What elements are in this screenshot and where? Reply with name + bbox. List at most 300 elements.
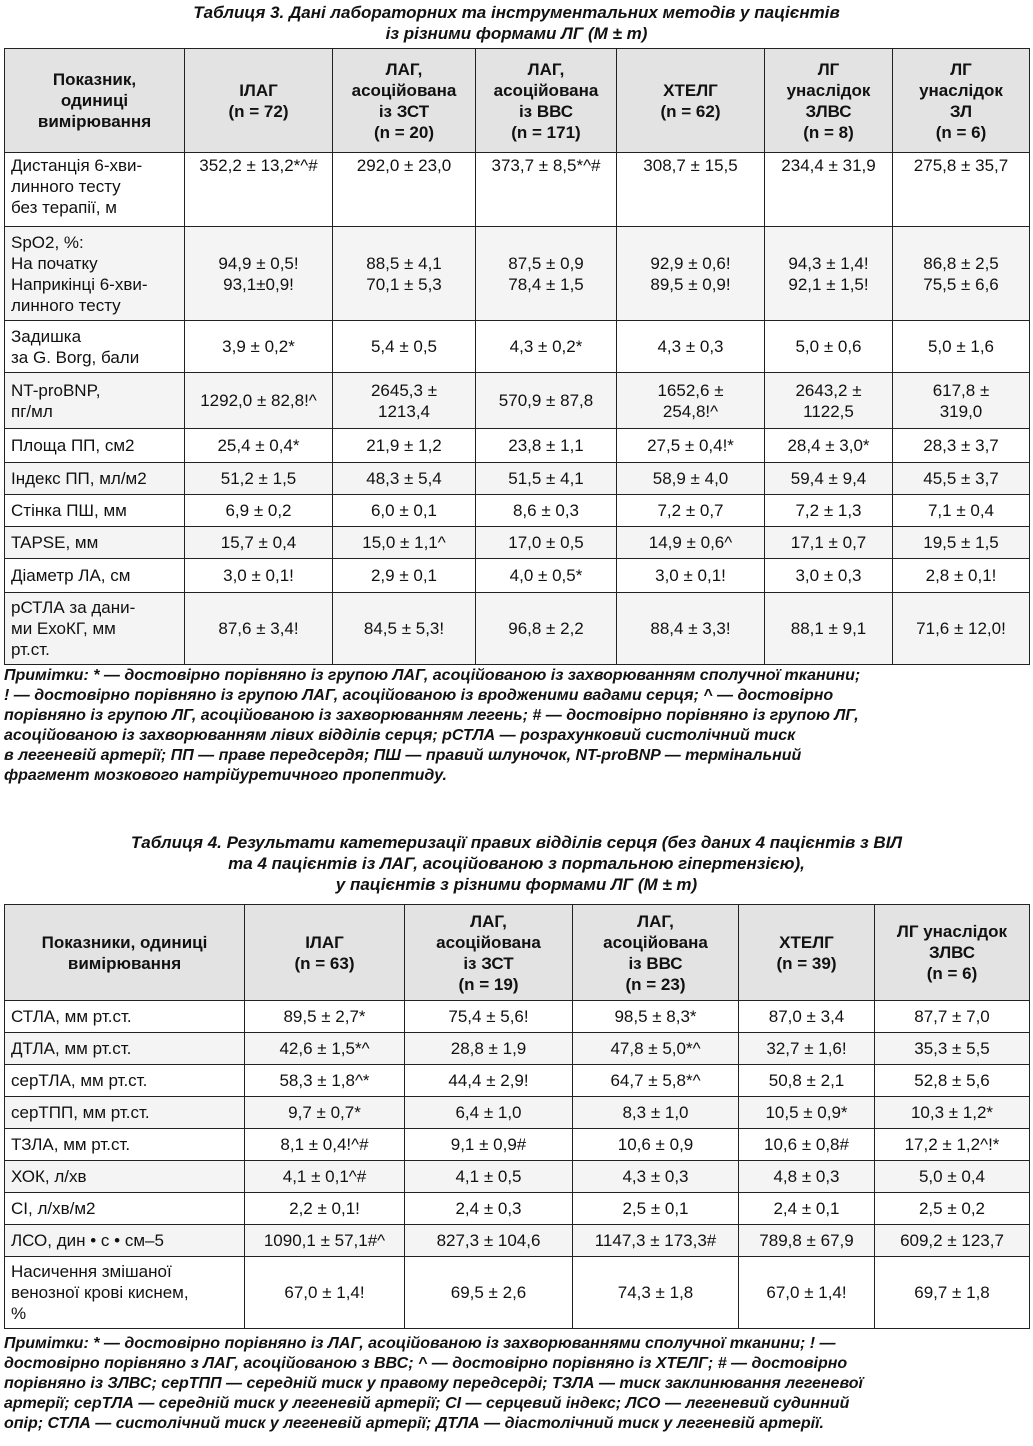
- cell-value: 88,5 ± 4,1: [366, 253, 442, 273]
- row-label-line: пг/мл: [11, 401, 53, 421]
- cell-value: 352,2 ± 13,2*^#: [199, 156, 318, 175]
- column-header-line: ІЛАГ: [239, 80, 278, 100]
- table-row: [5, 495, 1030, 527]
- table-cell: [617, 321, 765, 373]
- cell-value: 89,5 ± 0,9!: [650, 274, 731, 294]
- cell-value: 94,3 ± 1,4!: [788, 253, 869, 273]
- table-row: [5, 1193, 1030, 1225]
- column-header: [765, 49, 893, 153]
- cell-value: 94,9 ± 0,5!: [218, 253, 299, 273]
- row-label-line: ЛСО, дин • с • см–5: [11, 1231, 164, 1250]
- cell-value: 42,6 ± 1,5*^: [279, 1039, 370, 1058]
- row-label-line: Дистанція 6-хви-: [11, 156, 143, 175]
- cell-value: 9,7 ± 0,7*: [288, 1103, 361, 1122]
- cell-value: 2,4 ± 0,1: [773, 1199, 840, 1218]
- cell-value: 59,4 ± 9,4: [790, 469, 867, 488]
- cell-value: 4,0 ± 0,5*: [509, 566, 583, 585]
- table-cell: [893, 527, 1030, 559]
- note-line: ! — достовірно порівняно із групою ЛАГ, асоційованою із вродженими вадами серця; ^ — достовірно: [4, 687, 834, 704]
- table-cell: [333, 495, 476, 527]
- cell-value: 69,7 ± 1,8: [914, 1283, 990, 1302]
- cell-value: 1147,3 ± 173,3#: [594, 1231, 717, 1250]
- row-label: [5, 593, 185, 665]
- column-header-line: ЗЛ: [949, 101, 973, 121]
- column-header: [405, 905, 573, 1001]
- column-header: [617, 49, 765, 153]
- column-header-line: ЛАГ,: [470, 911, 507, 931]
- row-label: [5, 429, 185, 463]
- table-cell: [476, 429, 617, 463]
- table-cell: [245, 1161, 405, 1193]
- table-cell: [333, 593, 476, 665]
- table-cell: [573, 1097, 739, 1129]
- row-label: [5, 463, 185, 495]
- column-header-line: (n = 19): [458, 974, 519, 994]
- row-label-line: за G. Borg, бали: [11, 347, 140, 367]
- column-header-line: (n = 63): [294, 953, 355, 973]
- cell-value: 2,9 ± 0,1: [370, 566, 438, 585]
- table-cell: [765, 527, 893, 559]
- cell-value: 17,0 ± 0,5: [508, 533, 584, 552]
- cell-value: 17,2 ± 1,2^!*: [904, 1135, 1000, 1154]
- cell-value: 10,3 ± 1,2*: [910, 1103, 994, 1122]
- table-cell: [739, 1129, 875, 1161]
- table-cell: [405, 1225, 573, 1257]
- row-label-line: NT-proBNP,: [11, 380, 101, 400]
- table-row: [5, 559, 1030, 593]
- table-cell: [476, 559, 617, 593]
- note-line: в легеневій артерії; ПП — праве передсердя; ПШ — правий шлуночок, NT-proBNP — термінальний: [4, 747, 802, 764]
- cell-value: 5,4 ± 0,5: [370, 337, 438, 356]
- column-header-line: (n = 72): [228, 101, 289, 121]
- cell-value: 4,3 ± 0,3: [657, 337, 724, 356]
- table-row: [5, 227, 1030, 321]
- cell-value: 10,5 ± 0,9*: [765, 1103, 848, 1122]
- column-header-line: (n = 39): [776, 953, 837, 973]
- table-cell: [185, 373, 333, 429]
- column-header-line: ЛАГ,: [637, 911, 674, 931]
- cell-value: 71,6 ± 12,0!: [916, 619, 1006, 638]
- column-header-line: ЛГ: [817, 59, 840, 79]
- table-cell: [617, 463, 765, 495]
- table-cell: [405, 1161, 573, 1193]
- cell-value: 75,4 ± 5,6!: [448, 1007, 529, 1026]
- table3-notes: [4, 666, 1029, 786]
- column-header-line: (n = 171): [511, 122, 581, 142]
- table-cell: [765, 321, 893, 373]
- column-header-line: вимірювання: [67, 953, 182, 973]
- cell-value: 58,3 ± 1,8^*: [279, 1071, 370, 1090]
- column-header: [5, 49, 185, 153]
- cell-value: 15,0 ± 1,1^: [362, 533, 446, 552]
- cell-value: 5,0 ± 0,4: [918, 1167, 986, 1186]
- table-cell: [405, 1097, 573, 1129]
- table-cell: [617, 495, 765, 527]
- column-header-line: (n = 62): [660, 101, 721, 121]
- table-cell: [617, 153, 765, 227]
- row-label: [5, 1161, 245, 1193]
- cell-value: 4,1 ± 0,1^#: [282, 1167, 367, 1186]
- cell-value: 32,7 ± 1,6!: [766, 1039, 847, 1058]
- column-header-line: ЗЛВС: [928, 943, 976, 962]
- cell-value: 58,9 ± 4,0: [652, 469, 729, 488]
- column-header-line: асоційована: [493, 80, 599, 100]
- row-label-line: ми ЕхоКГ, мм: [11, 619, 116, 638]
- column-header: [875, 905, 1030, 1001]
- cell-value: 69,5 ± 2,6: [450, 1283, 527, 1302]
- column-header-line: асоційована: [603, 932, 708, 952]
- table-cell: [739, 1193, 875, 1225]
- row-label-line: Наприкінці 6-хви-: [11, 274, 148, 294]
- table-cell: [405, 1129, 573, 1161]
- table-row: [5, 429, 1030, 463]
- table-row: [5, 1225, 1030, 1257]
- table-cell: [185, 559, 333, 593]
- table-cell: [185, 321, 333, 373]
- table-cell: [245, 1193, 405, 1225]
- table4-notes: [4, 1334, 1029, 1434]
- cell-value: 87,5 ± 0,9: [508, 253, 584, 273]
- table-cell: [617, 373, 765, 429]
- cell-value: 64,7 ± 5,8*^: [610, 1071, 701, 1090]
- note-line: порівняно із ЗЛВС; серТПП — середній тиск у правому передсерді; ТЗЛА — тиск заклинювання легеневої: [4, 1375, 863, 1392]
- caption-line: у пацієнтів з різними формами ЛГ (M ± m): [335, 875, 698, 894]
- table-cell: [893, 593, 1030, 665]
- table-row: [5, 463, 1030, 495]
- cell-value: 10,6 ± 0,8#: [764, 1135, 849, 1154]
- cell-value: 1292,0 ± 82,8!^: [200, 391, 317, 410]
- row-label-line: Площа ПП, см2: [11, 436, 135, 455]
- row-label: [5, 153, 185, 227]
- table-cell: [405, 1033, 573, 1065]
- table-cell: [333, 153, 476, 227]
- table-cell: [573, 1129, 739, 1161]
- cell-value: 4,3 ± 0,3: [622, 1167, 689, 1186]
- table-cell: [739, 1033, 875, 1065]
- cell-value: 1652,6 ±: [657, 380, 724, 400]
- column-header-line: Показники, одиниці: [41, 932, 208, 952]
- cell-value: 4,1 ± 0,5: [455, 1167, 522, 1186]
- table-cell: [893, 153, 1030, 227]
- table-cell: [245, 1001, 405, 1033]
- table-cell: [573, 1225, 739, 1257]
- column-header-line: (n = 6): [926, 964, 978, 983]
- cell-value: 48,3 ± 5,4: [366, 469, 442, 488]
- cell-value: 8,6 ± 0,3: [512, 501, 580, 520]
- table-row: [5, 593, 1030, 665]
- row-label-line: венозної крові киснем,: [11, 1283, 189, 1302]
- table-cell: [573, 1161, 739, 1193]
- table-cell: [245, 1033, 405, 1065]
- table-cell: [573, 1257, 739, 1329]
- row-label: [5, 495, 185, 527]
- cell-value: 3,0 ± 0,3: [795, 566, 862, 585]
- cell-value: 44,4 ± 2,9!: [448, 1071, 529, 1090]
- cell-value: 308,7 ± 15,5: [643, 156, 738, 175]
- table-cell: [765, 495, 893, 527]
- table-cell: [245, 1129, 405, 1161]
- table-cell: [573, 1065, 739, 1097]
- cell-value: 28,8 ± 1,9: [450, 1039, 527, 1058]
- cell-value: 88,1 ± 9,1: [790, 619, 867, 638]
- table-cell: [765, 227, 893, 321]
- cell-value: 52,8 ± 5,6: [914, 1071, 990, 1090]
- cell-value: 2645,3 ±: [370, 380, 438, 400]
- row-label-line: ХОК, л/хв: [11, 1167, 87, 1186]
- table-cell: [476, 321, 617, 373]
- table-cell: [333, 559, 476, 593]
- cell-value: 84,5 ± 5,3!: [363, 619, 445, 638]
- caption-line: із різними формами ЛГ (M ± m): [385, 24, 648, 43]
- column-header-line: із ЗСТ: [463, 953, 514, 973]
- table-row: [5, 1001, 1030, 1033]
- cell-value: 2,5 ± 0,1: [622, 1199, 689, 1218]
- row-label: [5, 1097, 245, 1129]
- cell-value: 6,4 ± 1,0: [455, 1103, 522, 1122]
- cell-value: 74,3 ± 1,8: [617, 1283, 694, 1302]
- table-row: [5, 1129, 1030, 1161]
- row-label: [5, 373, 185, 429]
- row-label-line: серТПП, мм рт.ст.: [11, 1103, 150, 1122]
- table4: [4, 904, 1030, 1329]
- cell-value: 3,0 ± 0,1!: [655, 566, 726, 585]
- table-cell: [245, 1257, 405, 1329]
- cell-value: 9,1 ± 0,9#: [450, 1135, 527, 1154]
- cell-value: 8,1 ± 0,4!^#: [280, 1135, 369, 1154]
- cell-value: 87,0 ± 3,4: [768, 1007, 845, 1026]
- table-cell: [739, 1257, 875, 1329]
- cell-value: 75,5 ± 6,6: [923, 274, 999, 294]
- row-label: [5, 1225, 245, 1257]
- table-cell: [405, 1257, 573, 1329]
- table-cell: [476, 463, 617, 495]
- table-cell: [185, 463, 333, 495]
- cell-value: 87,6 ± 3,4!: [218, 619, 299, 638]
- row-label: [5, 1033, 245, 1065]
- cell-value: 78,4 ± 1,5: [508, 274, 584, 294]
- cell-value: 7,1 ± 0,4: [927, 501, 995, 520]
- caption-line: Таблиця 4. Результати катетеризації правих відділів серця (без даних 4 пацієнтів з ВІЛ: [130, 833, 903, 852]
- cell-value: 10,6 ± 0,9: [617, 1135, 694, 1154]
- column-header-line: ЛАГ,: [527, 59, 565, 79]
- cell-value: 4,3 ± 0,2*: [509, 337, 583, 356]
- note-line: порівняно із групою ЛГ, асоційованою із захворюванням легень; # — достовірно порівняно із групою ЛГ,: [4, 707, 859, 724]
- cell-value: 86,8 ± 2,5: [923, 253, 999, 273]
- column-header-line: (n = 20): [374, 122, 434, 142]
- cell-value: 7,2 ± 1,3: [795, 501, 862, 520]
- table-cell: [617, 593, 765, 665]
- cell-value: 96,8 ± 2,2: [508, 619, 584, 638]
- cell-value: 50,8 ± 2,1: [768, 1071, 845, 1090]
- note-line: фрагмент мозкового натрійуретичного пропептиду.: [4, 767, 447, 784]
- table-cell: [333, 429, 476, 463]
- cell-value: 93,1±0,9!: [223, 274, 294, 294]
- column-header-line: ЛГ унаслідок: [896, 922, 1008, 941]
- table-cell: [405, 1065, 573, 1097]
- note-line: Примітки: * — достовірно порівняно із групою ЛАГ, асоційованою із захворюванням сполучної тканини;: [4, 667, 861, 684]
- cell-value: 2643,2 ±: [795, 380, 862, 400]
- column-header-line: одиниці: [60, 91, 129, 110]
- column-header-line: (n = 8): [803, 122, 854, 142]
- cell-value: 373,7 ± 8,5*^#: [491, 156, 601, 175]
- cell-value: 28,4 ± 3,0*: [787, 436, 870, 455]
- table-cell: [875, 1225, 1030, 1257]
- cell-value: 51,2 ± 1,5: [220, 469, 297, 488]
- row-label-line: ДТЛА, мм рт.ст.: [11, 1039, 132, 1058]
- column-header: [573, 905, 739, 1001]
- cell-value: 45,5 ± 3,7: [923, 469, 999, 488]
- table-cell: [875, 1257, 1030, 1329]
- column-header: [739, 905, 875, 1001]
- cell-value: 70,1 ± 5,3: [366, 274, 442, 294]
- table-cell: [875, 1193, 1030, 1225]
- cell-value: 5,0 ± 0,6: [795, 337, 862, 356]
- table-row: [5, 1161, 1030, 1193]
- table-cell: [333, 321, 476, 373]
- cell-value: 14,9 ± 0,6^: [648, 533, 733, 552]
- table-cell: [617, 227, 765, 321]
- table-cell: [893, 321, 1030, 373]
- cell-value: 2,5 ± 0,2: [918, 1199, 986, 1218]
- column-header: [185, 49, 333, 153]
- table-cell: [739, 1161, 875, 1193]
- table-cell: [893, 559, 1030, 593]
- table-cell: [573, 1001, 739, 1033]
- table-cell: [875, 1097, 1030, 1129]
- table-cell: [893, 495, 1030, 527]
- column-header-line: ХТЕЛГ: [779, 932, 834, 952]
- row-label-line: линного тесту: [11, 177, 121, 196]
- row-label-line: Діаметр ЛА, см: [11, 566, 131, 585]
- cell-value: 2,4 ± 0,3: [455, 1199, 522, 1218]
- cell-value: 1213,4: [378, 401, 430, 421]
- table-cell: [875, 1001, 1030, 1033]
- table-cell: [573, 1033, 739, 1065]
- column-header: [476, 49, 617, 153]
- note-line: асоційованою із захворюванням лівих відділів серця; рСТЛА — розрахунковий систолічний тиск: [4, 727, 796, 744]
- cell-value: 28,3 ± 3,7: [923, 436, 999, 455]
- row-label-line: Насичення змішаної: [11, 1262, 172, 1281]
- table4-caption: [0, 832, 1033, 895]
- row-label-line: TAPSE, мм: [11, 533, 99, 552]
- row-label: [5, 321, 185, 373]
- column-header-line: із ЗСТ: [378, 101, 430, 121]
- table-cell: [333, 373, 476, 429]
- column-header-line: ЛГ: [950, 59, 972, 79]
- table-cell: [875, 1129, 1030, 1161]
- row-label: [5, 1001, 245, 1033]
- table-cell: [185, 495, 333, 527]
- table-cell: [765, 373, 893, 429]
- table-cell: [185, 429, 333, 463]
- table-cell: [333, 527, 476, 559]
- table-cell: [245, 1097, 405, 1129]
- cell-value: 617,8 ±: [932, 380, 990, 400]
- table-cell: [617, 559, 765, 593]
- column-header-line: ЗЛВС: [805, 101, 852, 121]
- table-cell: [185, 227, 333, 321]
- row-label-line: линного тесту: [11, 295, 121, 315]
- column-header: [5, 905, 245, 1001]
- table-cell: [185, 593, 333, 665]
- table-row: [5, 1033, 1030, 1065]
- note-line: Примітки: * — достовірно порівняно із ЛАГ, асоційованою із захворюваннями сполучної тканини; ! —: [4, 1335, 836, 1352]
- column-header-line: ЛАГ,: [385, 59, 423, 79]
- table-row: [5, 373, 1030, 429]
- table4-header-row: [5, 905, 1030, 1001]
- row-label-line: %: [11, 1304, 27, 1323]
- table-cell: [405, 1001, 573, 1033]
- table-row: [5, 153, 1030, 227]
- column-header-line: вимірювання: [37, 112, 152, 131]
- row-label: [5, 1129, 245, 1161]
- table-cell: [739, 1225, 875, 1257]
- cell-value: 47,8 ± 5,0*^: [610, 1039, 701, 1058]
- cell-value: 275,8 ± 35,7: [913, 156, 1009, 175]
- cell-value: 17,1 ± 0,7: [790, 533, 867, 552]
- cell-value: 234,4 ± 31,9: [781, 156, 876, 175]
- cell-value: 1090,1 ± 57,1#^: [263, 1231, 386, 1250]
- table3-caption: [0, 2, 1033, 44]
- column-header: [893, 49, 1030, 153]
- cell-value: 92,1 ± 1,5!: [788, 274, 869, 294]
- table-cell: [875, 1033, 1030, 1065]
- table-cell: [476, 227, 617, 321]
- row-label-line: На початку: [11, 253, 98, 273]
- cell-value: 67,0 ± 1,4!: [284, 1283, 365, 1302]
- column-header-line: унаслідок: [786, 80, 871, 100]
- cell-value: 87,7 ± 7,0: [914, 1007, 990, 1026]
- row-label-line: Індекс ПП, мл/м2: [11, 469, 147, 488]
- row-label: [5, 527, 185, 559]
- cell-value: 6,9 ± 0,2: [225, 501, 292, 520]
- table-cell: [893, 463, 1030, 495]
- cell-value: 254,8!^: [662, 401, 719, 421]
- table-cell: [893, 429, 1030, 463]
- table-row: [5, 1257, 1030, 1329]
- cell-value: 6,0 ± 0,1: [370, 501, 438, 520]
- table-cell: [765, 429, 893, 463]
- cell-value: 1122,5: [803, 401, 854, 421]
- table-row: [5, 321, 1030, 373]
- cell-value: 88,4 ± 3,3!: [650, 619, 731, 638]
- table-cell: [765, 463, 893, 495]
- cell-value: 15,7 ± 0,4: [220, 533, 297, 552]
- cell-value: 3,0 ± 0,1!: [223, 566, 294, 585]
- table-cell: [739, 1065, 875, 1097]
- column-header-line: асоційована: [351, 80, 457, 100]
- row-label: [5, 1257, 245, 1329]
- cell-value: 98,5 ± 8,3*: [614, 1007, 697, 1026]
- cell-value: 2,2 ± 0,1!: [289, 1199, 360, 1218]
- row-label: [5, 1065, 245, 1097]
- row-label-line: Стінка ПШ, мм: [11, 501, 127, 520]
- column-header-line: асоційована: [436, 932, 541, 952]
- column-header: [333, 49, 476, 153]
- cell-value: 27,5 ± 0,4!*: [647, 436, 734, 455]
- cell-value: 25,4 ± 0,4*: [217, 436, 300, 455]
- table-cell: [476, 495, 617, 527]
- column-header-line: унаслідок: [919, 80, 1003, 100]
- row-label-line: ТЗЛА, мм рт.ст.: [11, 1135, 131, 1154]
- row-label-line: SpO2, %:: [11, 232, 84, 252]
- column-header-line: (n = 6): [935, 122, 987, 142]
- table-cell: [185, 527, 333, 559]
- row-label-line: серТЛА, мм рт.ст.: [11, 1071, 148, 1090]
- cell-value: 292,0 ± 23,0: [356, 156, 452, 175]
- table-cell: [617, 429, 765, 463]
- table-cell: [765, 559, 893, 593]
